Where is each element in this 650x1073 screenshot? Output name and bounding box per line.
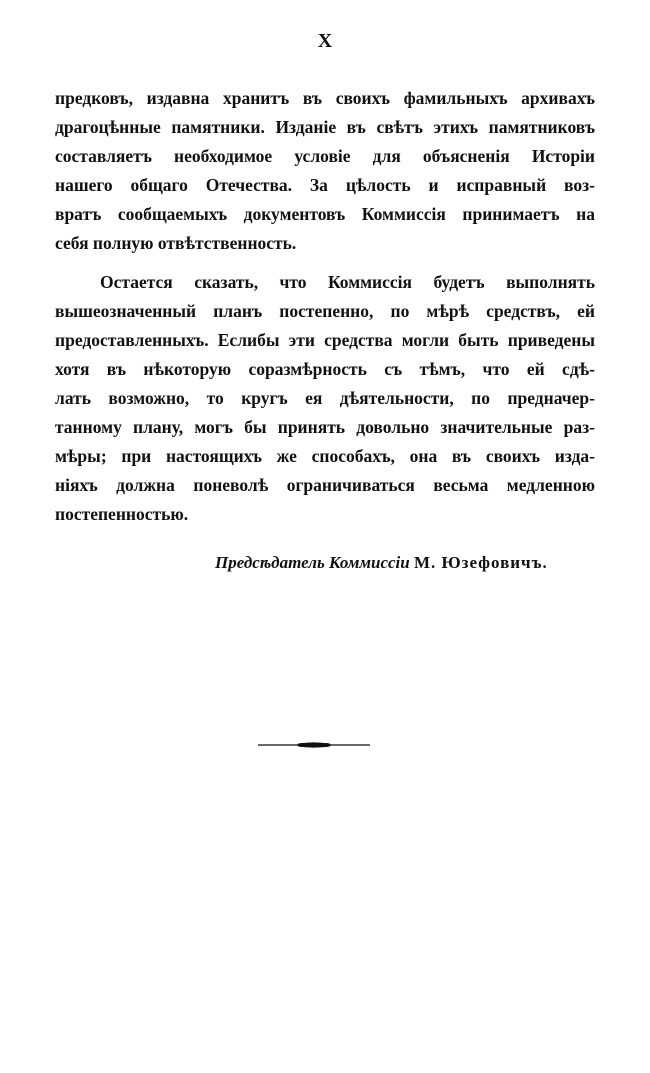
text-line: ніяхъ должна поневолѣ ограничиваться весьма медленною [55, 475, 595, 495]
signature-title: Предсѣдатель Коммиссіи [215, 553, 410, 572]
text-line: хотя въ нѣкоторую соразмѣрность съ тѣмъ, что ей сдѣ- [55, 359, 595, 379]
text-line: постепенностью. [55, 504, 189, 524]
text-line: предковъ, издавна хранитъ въ своихъ фамильныхъ архивахъ [55, 88, 595, 108]
text-line: Остается сказать, что Коммиссія будетъ выполнять [100, 272, 595, 292]
text-line: вышеозначенный планъ постепенно, по мѣрѣ средствъ, ей [55, 301, 595, 321]
text-line: лать возможно, то кругъ ея дѣятельности, по предначер- [55, 388, 595, 408]
text-line: нашего общаго Отечества. За цѣлость и исправный воз- [55, 175, 595, 195]
text-line: вратъ сообщаемыхъ документовъ Коммиссія принимаетъ на [55, 204, 595, 224]
text-line: танному плану, могъ бы принять довольно значительные раз- [55, 417, 595, 437]
signature [215, 553, 548, 573]
ornament-divider [258, 741, 370, 749]
signature-name: М. Юзефовичъ. [413, 553, 548, 572]
page-number: X [317, 30, 333, 52]
text-line: составляетъ необходимое условіе для объясненія Исторіи [55, 146, 595, 166]
text-line: предоставленныхъ. Еслибы эти средства могли быть приведены [55, 330, 595, 350]
text-line: драгоцѣнные памятники. Изданіе въ свѣтъ этихъ памятниковъ [55, 117, 595, 137]
text-line: себя полную отвѣтственность. [55, 233, 297, 253]
text-line: мѣры; при настоящихъ же способахъ, она въ своихъ изда- [55, 446, 595, 466]
